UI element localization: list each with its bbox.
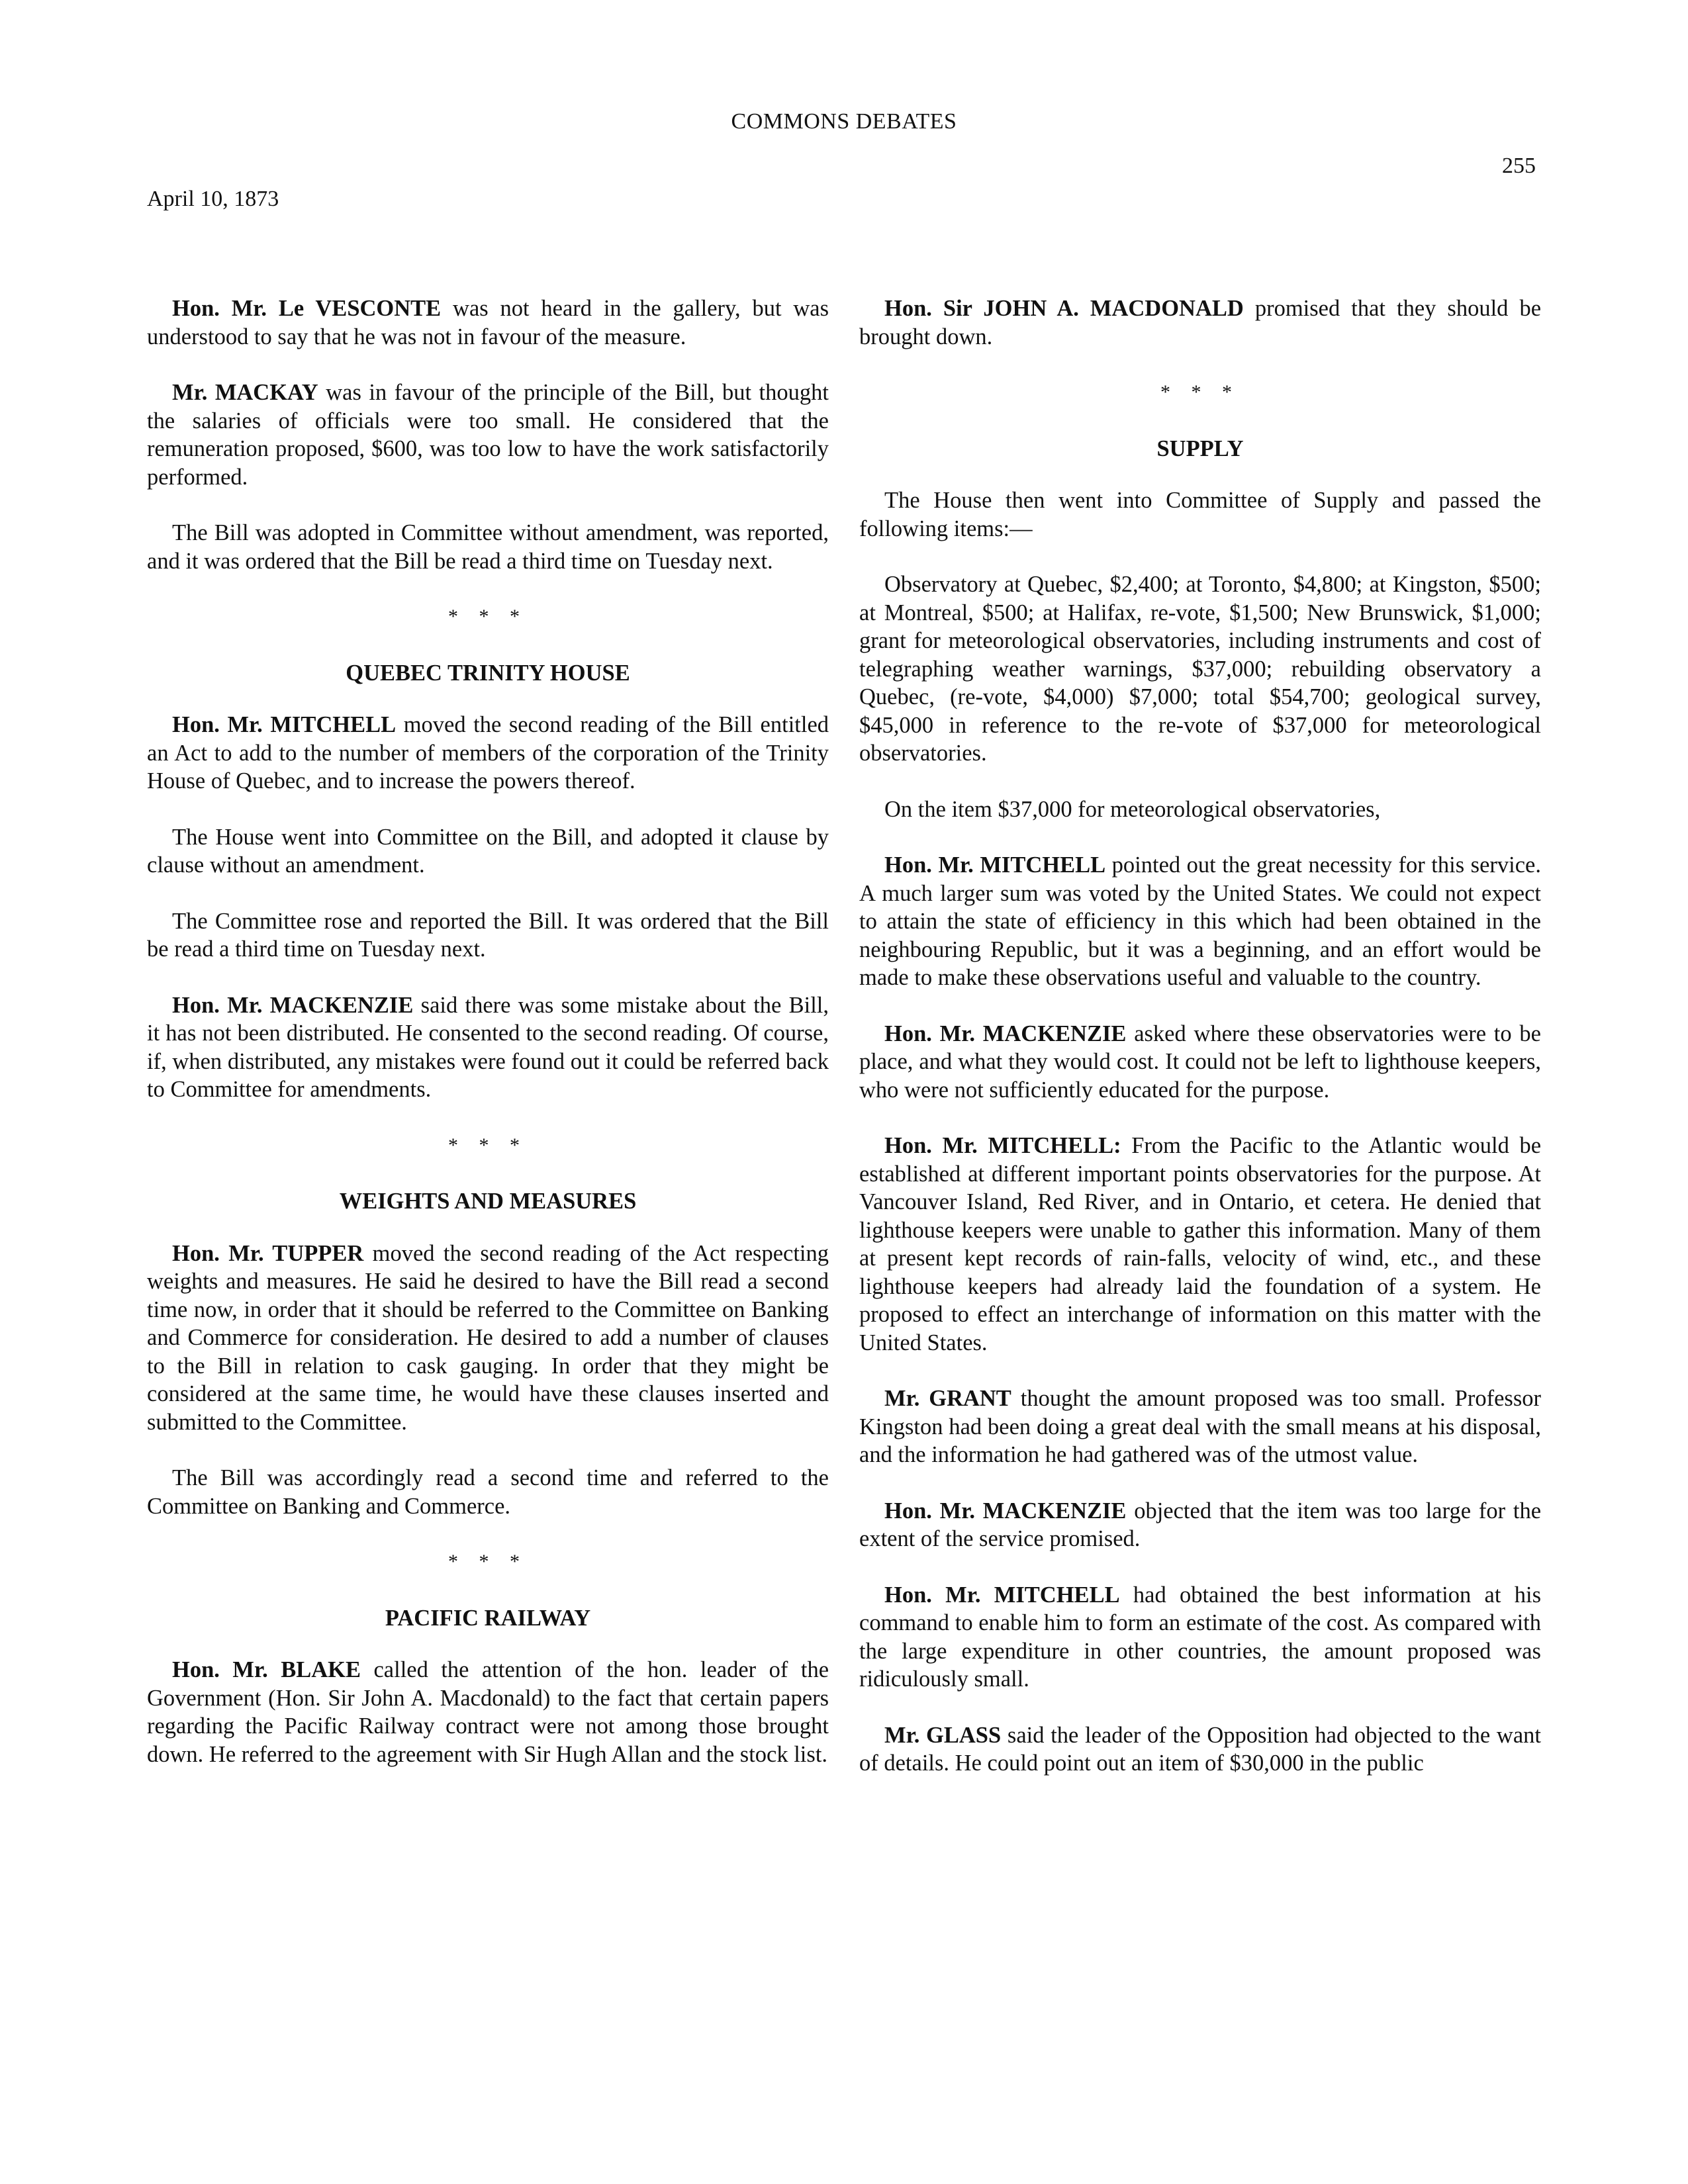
paragraph (147, 907, 829, 964)
paragraph (859, 1497, 1541, 1553)
paragraph (859, 486, 1541, 543)
paragraph-text: said there was some mistake about the Bill, it has not been distributed. He consented to the second reading. Of course, if, when distributed, any mistakes were found out it could be referred back to Committee for amendments. (147, 992, 829, 1102)
paragraph (859, 1581, 1541, 1694)
paragraph-text: The Bill was adopted in Committee without amendment, was reported, and it was ordered that the Bill be read a third time on Tuesday next. (147, 520, 829, 574)
paragraph-text: said the leader of the Opposition had objected to the want of details. He could point out an item of $30,000 in the public (859, 1722, 1541, 1776)
speaker-name: Hon. Mr. Le VESCONTE (172, 296, 442, 321)
speaker-name: Hon. Sir JOHN A. MACDONALD (884, 296, 1244, 321)
right-column (859, 295, 1541, 1805)
speaker-name: Hon. Mr. TUPPER (172, 1240, 364, 1266)
paragraph-text: The House went into Committee on the Bill, and adopted it clause by clause without an amendment. (147, 824, 829, 878)
speaker-name: Hon. Mr. BLAKE (172, 1657, 361, 1682)
paragraph (147, 295, 829, 351)
paragraph-text: asked where these observatories were to be place, and what they would cost. It could not be left to lighthouse keepers, who were not sufficiently educated for the purpose. (859, 1021, 1541, 1103)
speaker-name: Mr. MACKAY (172, 380, 318, 405)
paragraph (859, 1132, 1541, 1357)
paragraph (859, 851, 1541, 992)
paragraph (859, 1020, 1541, 1105)
section-separator: * * * (1160, 381, 1240, 403)
page-header: COMMONS DEBATES (731, 109, 957, 134)
paragraph-text: Observatory at Quebec, $2,400; at Toronto, $4,800; at Kingston, $500; at Montreal, $500; at Halifax, re-vote, $1,500; New Brunswick, $1,000; grant for meteorological observatories, including instruments and cost of telegraphing weather warnings, $37,000; rebuilding observatory a Quebec, (re-vote, $4,000) $7,000; total $54,700; geological survey, $45,000 in reference to the re-vote of $37,000 for meteorological observatories. (859, 572, 1541, 766)
speaker-name: Hon. Mr. MITCHELL (172, 712, 397, 737)
speaker-name: Mr. GRANT (884, 1386, 1011, 1411)
speaker-name: Hon. Mr. MITCHELL (884, 1582, 1120, 1608)
paragraph-text: The Bill was accordingly read a second time and referred to the Committee on Banking and Commerce. (147, 1465, 829, 1519)
paragraph-text: called the attention of the hon. leader of the Government (Hon. Sir John A. Macdonald) to the fact that certain papers regarding the Pacific Railway contract were not among those brought down. He referred to the agreement with Sir Hugh Allan and the stock list. (147, 1657, 829, 1767)
paragraph-text: From the Pacific to the Atlantic would be established at different important points observatories for the purpose. At Vancouver Island, Red River, and in Ontario, et cetera. He denied that lighthouse keepers were unable to gather this information. Many of them at present kept records of rain-falls, velocity of wind, etc., and these lighthouse keepers had already laid the foundation of a system. He proposed to effect an interchange of information on this matter with the United States. (859, 1133, 1542, 1355)
paragraph (147, 1656, 829, 1768)
paragraph (147, 1240, 829, 1437)
speaker-name: Hon. Mr. MITCHELL: (884, 1133, 1121, 1158)
section-heading: WEIGHTS AND MEASURES (339, 1189, 637, 1214)
paragraph (859, 1721, 1541, 1778)
paragraph-text: objected that the item was too large for the extent of the service promised. (859, 1498, 1542, 1551)
paragraph (147, 711, 829, 796)
paragraph (147, 991, 829, 1104)
section-separator: * * * (448, 606, 528, 627)
paragraph-text: was in favour of the principle of the Bill, but thought the salaries of officials were too small. He considered that the remuneration proposed, $600, was too low to have the work satisfactorily performed. (147, 380, 829, 490)
page-number: 255 (1502, 154, 1536, 178)
speaker-name: Hon. Mr. MACKENZIE (884, 1498, 1127, 1524)
left-column (147, 295, 829, 1796)
page-date: April 10, 1873 (147, 187, 279, 211)
section-heading: QUEBEC TRINITY HOUSE (346, 660, 630, 686)
paragraph (147, 1464, 829, 1520)
section-heading: SUPPLY (1156, 435, 1244, 461)
paragraph (859, 796, 1541, 824)
paragraph-text: moved the second reading of the Bill entitled an Act to add to the number of members of the corporation of the Trinity House of Quebec, and to increase the powers thereof. (147, 712, 829, 794)
speaker-name: Hon. Mr. MACKENZIE (172, 992, 414, 1018)
section-heading: PACIFIC RAILWAY (385, 1605, 591, 1631)
paragraph (859, 570, 1541, 768)
paragraph (859, 1385, 1541, 1469)
speaker-name: Mr. GLASS (884, 1722, 1002, 1748)
paragraph-text: thought the amount proposed was too small. Professor Kingston had been doing a great deal with the small means at his disposal, and the information he had gathered was of the utmost value. (859, 1386, 1541, 1467)
paragraph-text: pointed out the great necessity for this service. A much larger sum was voted by the United States. We could not expect to attain the state of efficiency in this which had been obtained in the neighbouring Republic, but it was a beginning, and an effort would be made to make these observations useful and valuable to the country. (859, 852, 1541, 990)
paragraph-text: The House then went into Committee of Supply and passed the following items:— (859, 488, 1541, 541)
paragraph (147, 519, 829, 575)
section-separator: * * * (448, 1551, 528, 1572)
paragraph (147, 823, 829, 880)
paragraph-text: The Committee rose and reported the Bill. It was ordered that the Bill be read a third time on Tuesday next. (147, 908, 829, 962)
paragraph (147, 379, 829, 491)
speaker-name: Hon. Mr. MACKENZIE (884, 1021, 1127, 1046)
paragraph-text: promised that they should be brought down. (859, 296, 1542, 349)
section-separator: * * * (448, 1134, 528, 1156)
paragraph-text: On the item $37,000 for meteorological observatories, (884, 796, 1381, 822)
paragraph-text: moved the second reading of the Act respecting weights and measures. He said he desired to have the Bill read a second time now, in order that it should be referred to the Committee on Banking and Commerce for consideration. He desired to add a number of clauses to the Bill in relation to cask gauging. In order that they might be considered at the same time, he would have these clauses inserted and submitted to the Committee. (147, 1240, 829, 1435)
paragraph-text: had obtained the best information at his command to enable him to form an estimate of the cost. As compared with the large expenditure in other countries, the amount proposed was ridiculously small. (859, 1582, 1542, 1692)
speaker-name: Hon. Mr. MITCHELL (884, 852, 1106, 878)
paragraph-text: was not heard in the gallery, but was understood to say that he was not in favour of the measure. (147, 296, 829, 349)
paragraph (859, 295, 1541, 351)
